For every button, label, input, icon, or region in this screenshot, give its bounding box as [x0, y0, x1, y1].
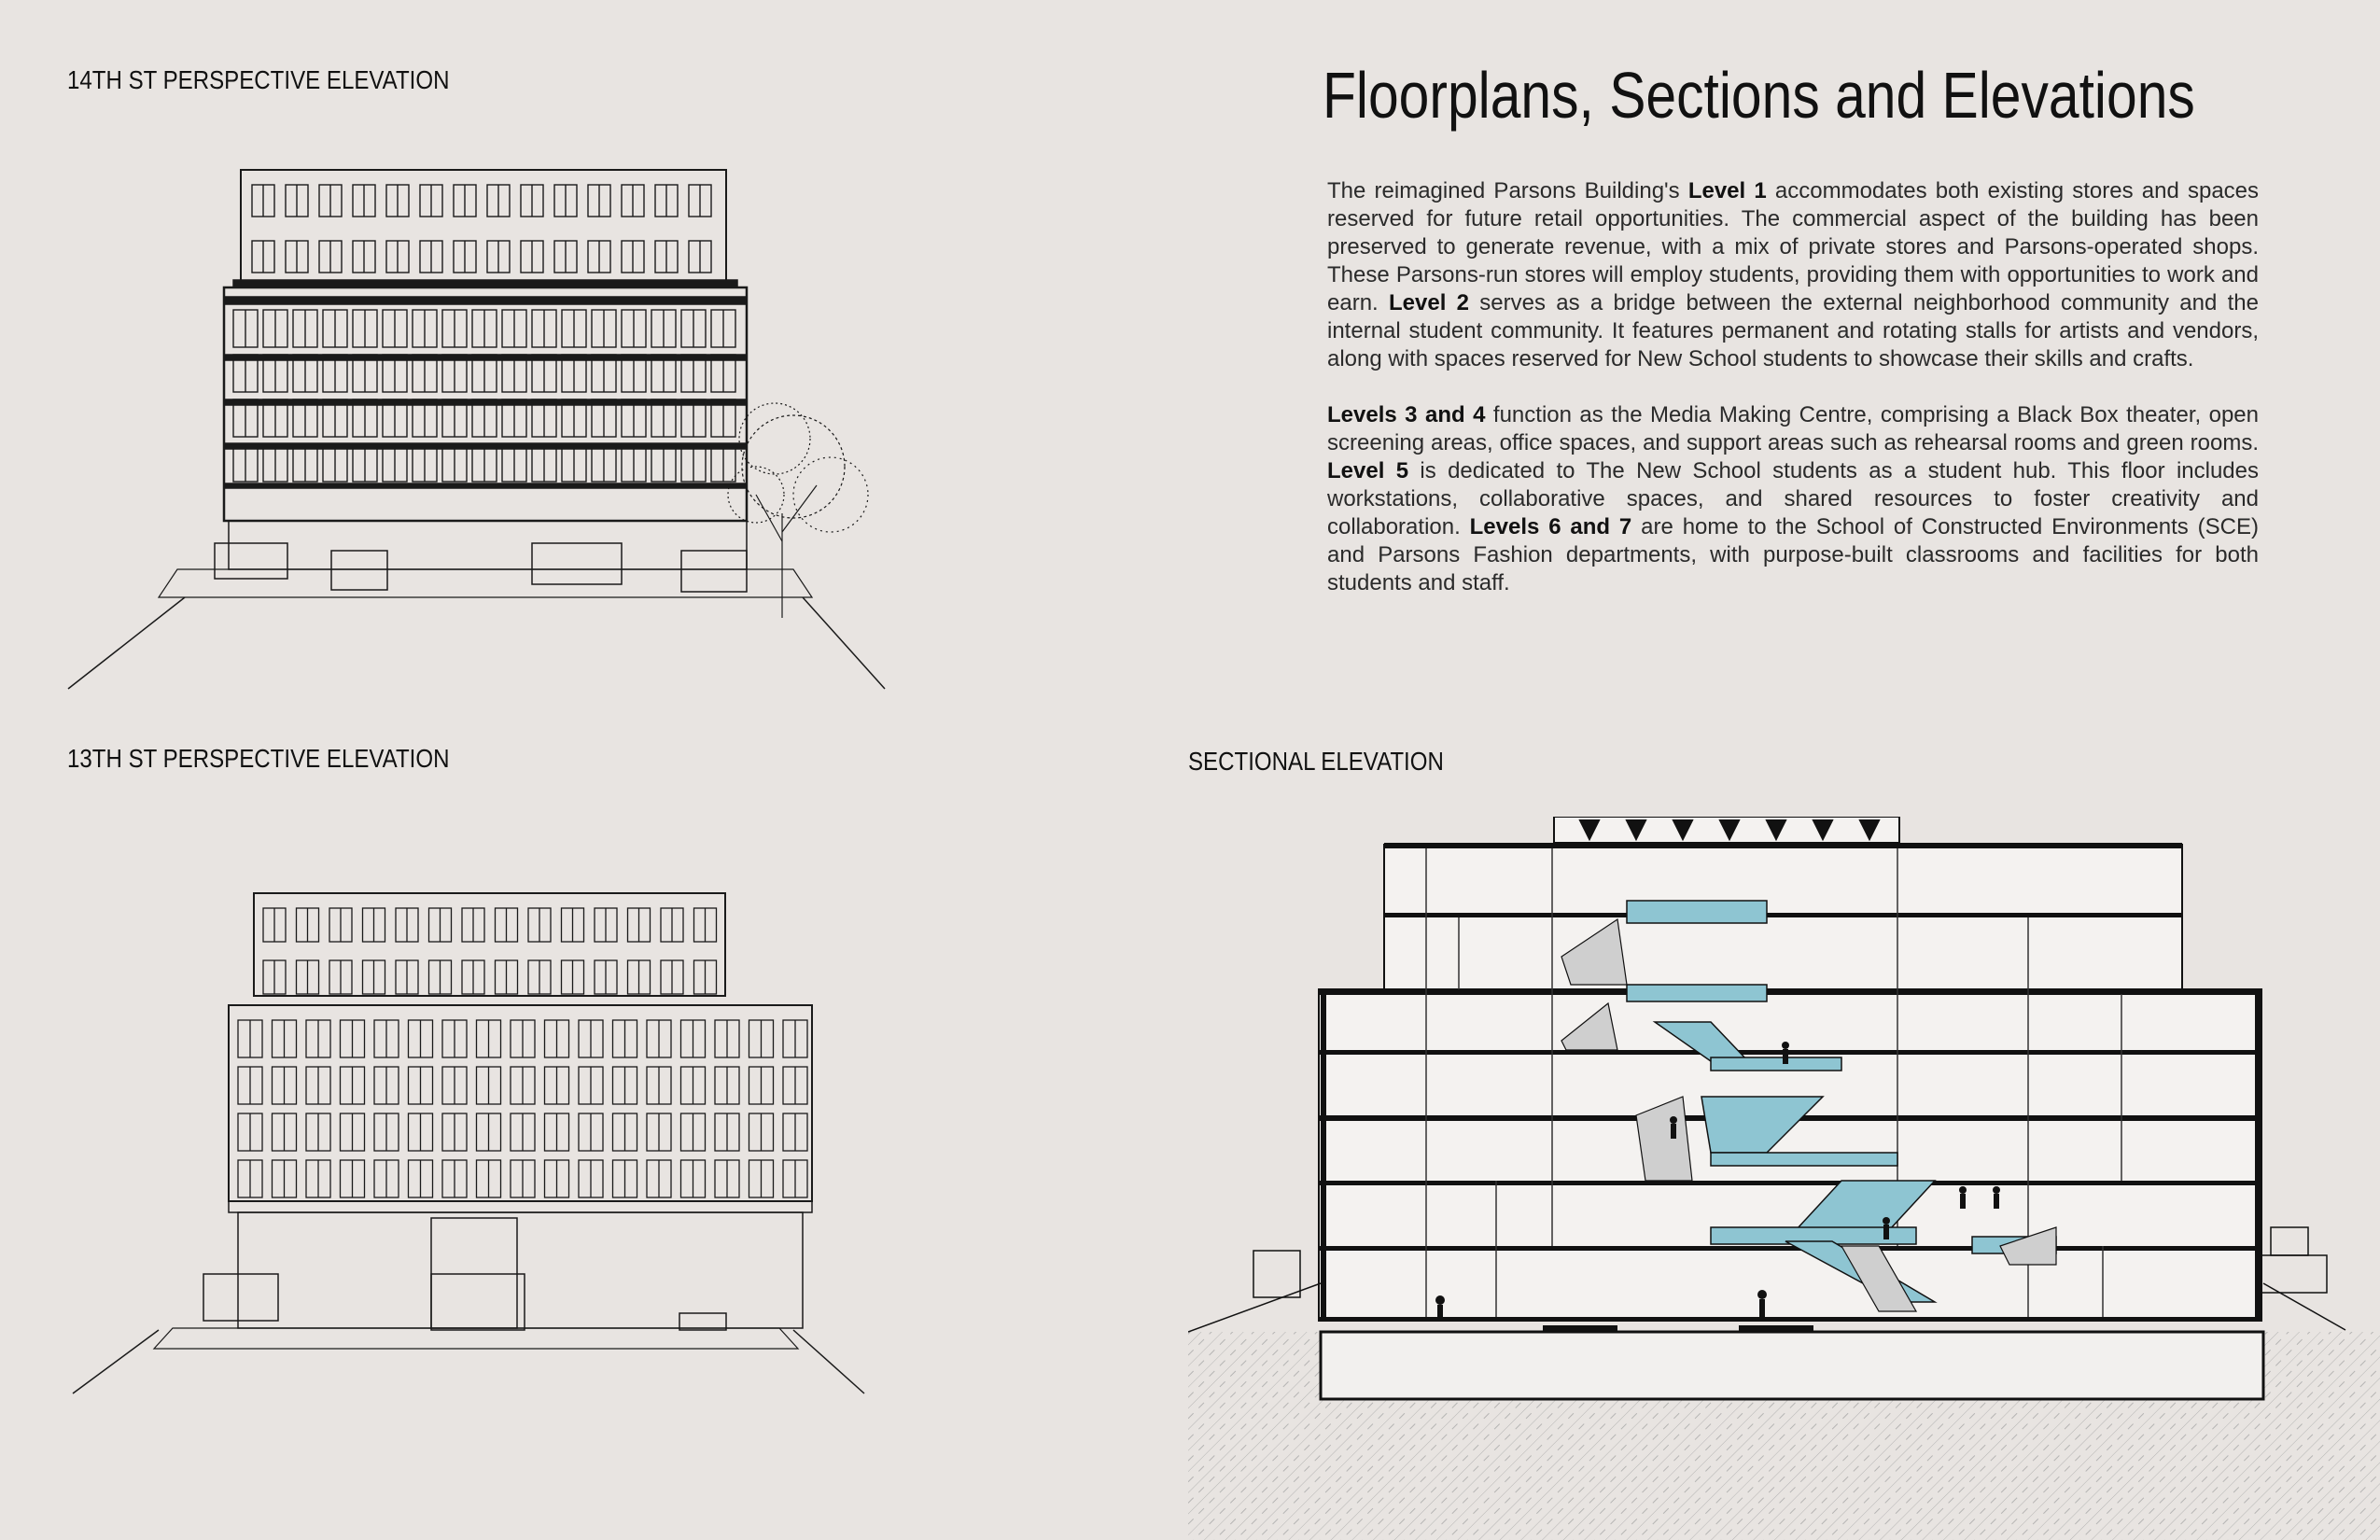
label-sectional-elevation: SECTIONAL ELEVATION	[1188, 747, 1444, 776]
label-14th-st-elevation: 14TH ST PERSPECTIVE ELEVATION	[67, 65, 450, 94]
level-highlight: Levels 3 and 4	[1327, 402, 1486, 427]
paragraph-text: serves as a bridge between the external neighborhood community and the internal student community. It features permanent and rotating stalls for artists and vendors, along with spaces reserved for New School students to showcase their skills and crafts.	[1327, 290, 2260, 371]
level-highlight: Level 5	[1327, 458, 1409, 483]
page-title: Floorplans, Sections and Elevations	[1323, 59, 2195, 132]
paragraph-text: is dedicated to The New School students as a student hub. This floor includes workstations, collaborative spaces, and shared resources to foster creativity and collaboration.	[1327, 458, 2260, 539]
paragraph-levels-3-7	[1327, 401, 2259, 597]
elevation-14th-st-drawing	[65, 159, 905, 700]
level-highlight: Levels 6 and 7	[1469, 514, 1632, 539]
paragraph-levels-1-2	[1327, 177, 2259, 373]
paragraph-text: function as the Media Making Centre, comprising a Black Box theater, open screening areas, office spaces, and support areas such as rehearsal rooms and green rooms.	[1327, 402, 2259, 455]
level-highlight: Level 2	[1389, 290, 1470, 315]
sectional-elevation-drawing	[1188, 817, 2380, 1540]
paragraph-text: accommodates both existing stores and spaces reserved for future retail opportunities. The commercial aspect of the building has been preserved to generate revenue, with a mix of private stores and Parsons-operated shops. These Parsons-run stores will employ students, providing them with opportunities to work and earn.	[1327, 178, 2260, 315]
paragraph-text: The reimagined Parsons Building's	[1327, 178, 1688, 203]
body-text	[1327, 177, 2259, 625]
paragraph-text: are home to the School of Constructed Environments (SCE) and Parsons Fashion departments, with purpose-built classrooms and facilities for both students and staff.	[1327, 514, 2259, 595]
label-13th-st-elevation: 13TH ST PERSPECTIVE ELEVATION	[67, 744, 450, 773]
elevation-13th-st-drawing	[65, 882, 877, 1405]
level-highlight: Level 1	[1687, 178, 1767, 203]
